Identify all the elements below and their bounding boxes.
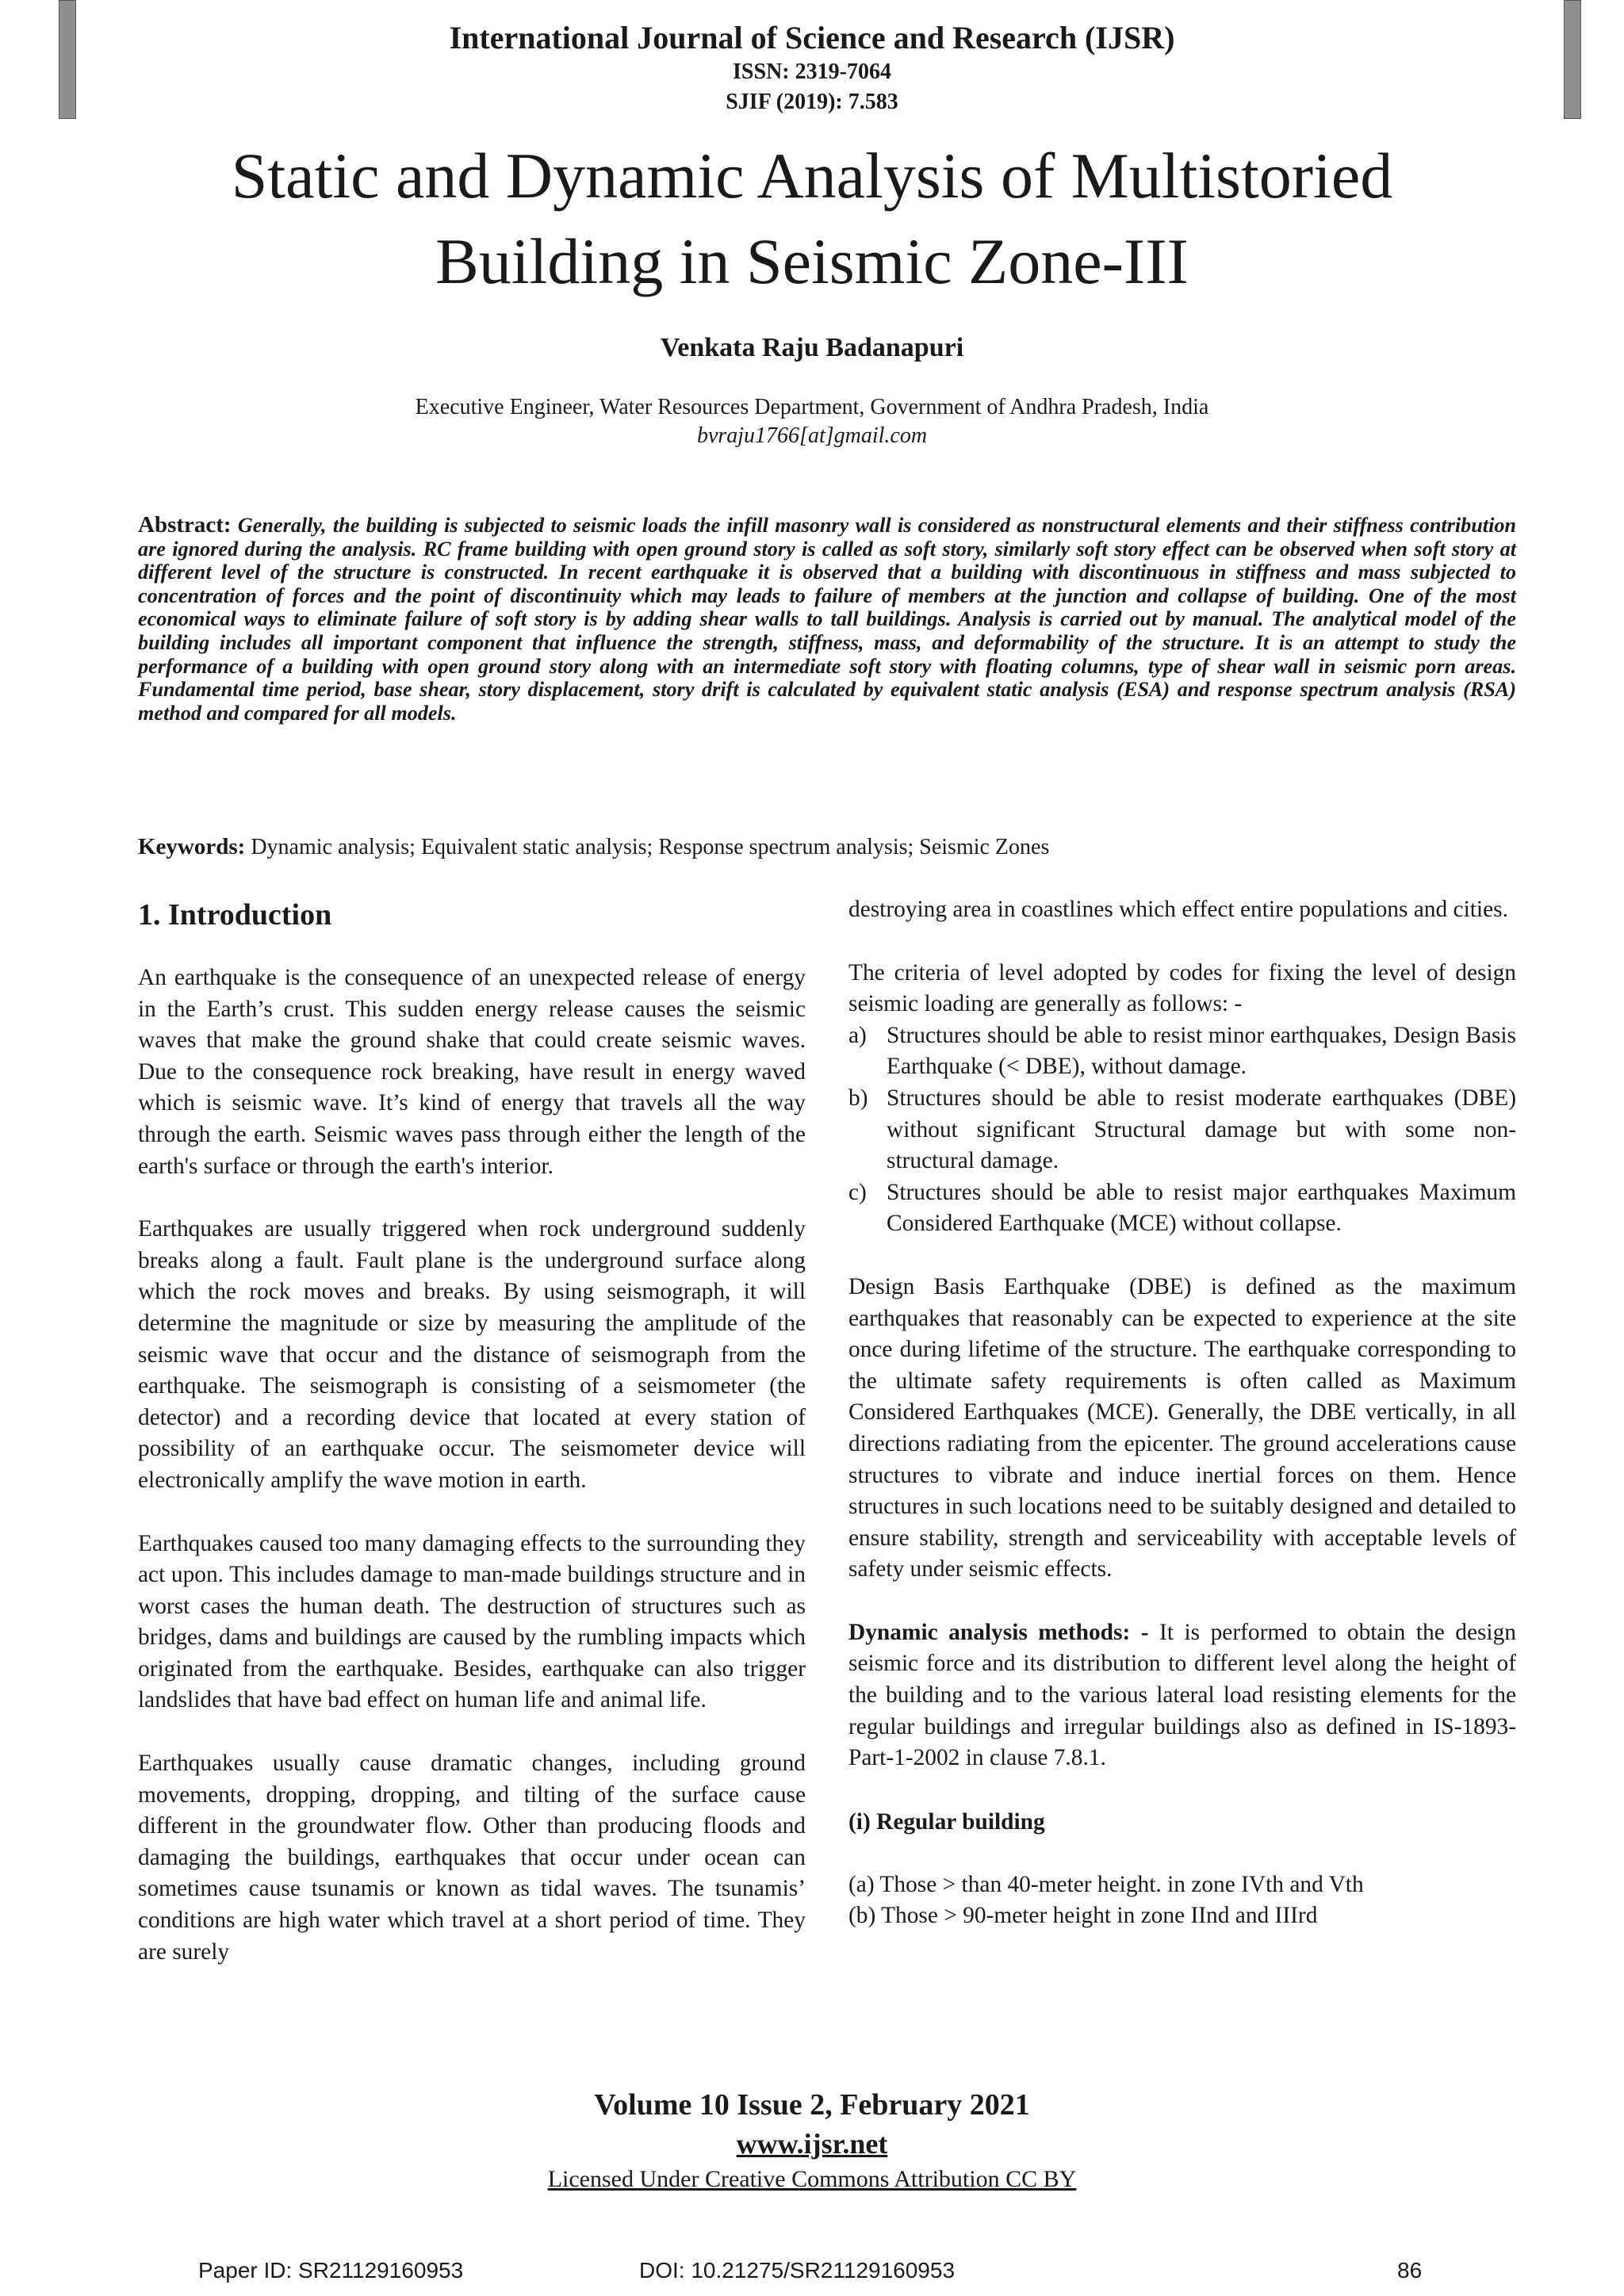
keywords-label: Keywords: bbox=[138, 834, 246, 859]
title-line-1: Static and Dynamic Analysis of Multistoried bbox=[231, 140, 1393, 212]
dynamic-analysis-paragraph bbox=[848, 1617, 1516, 1774]
regular-building-heading: (i) Regular building bbox=[848, 1808, 1045, 1835]
intro-paragraph-4-continued: destroying area in coastlines which effect entire populations and cities. bbox=[848, 897, 1508, 922]
list-item-text: Structures should be able to resist minor earthquakes, Design Basis Earthquake (< DBE), without damage. bbox=[887, 1022, 1516, 1080]
list-marker: b) bbox=[848, 1085, 868, 1111]
right-column bbox=[848, 894, 1516, 1932]
criteria-paragraph: The criteria of level adopted by codes for fixing the level of design seismic loading are generally as follows: - bbox=[848, 959, 1516, 1017]
criteria-list bbox=[848, 1020, 1516, 1240]
regular-building-item-b: (b) Those > 90-meter height in zone IInd and IIIrd bbox=[848, 1903, 1318, 1929]
footer-doi: DOI: 10.21275/SR21129160953 bbox=[639, 2258, 956, 2283]
dynamic-analysis-text: It is performed to obtain the design seismic force and its distribution to different level along the height of the building and to the various lateral load resisting elements for the regular buildings and irregular buildings also as defined in IS-1893-Part-1-2002 in clause 7.8.1. bbox=[848, 1619, 1516, 1771]
list-item-text: Structures should be able to resist major earthquakes Maximum Considered Earthquake (MCE) without collapse. bbox=[887, 1179, 1516, 1237]
title-line-2: Building in Seismic Zone-III bbox=[435, 225, 1189, 297]
left-column bbox=[138, 888, 806, 1999]
intro-paragraph-1: An earthquake is the consequence of an unexpected release of energy in the Earth’s crust. This sudden energy release causes the seismic waves that make the ground shake that could create seismic waves. Due to the consequence rock breaking, have result in energy waved which is seismic wave. It’s kind of energy that travels all the way through the earth. Seismic waves pass through either the length of the earth's surface or through the earth's interior. bbox=[138, 965, 806, 1179]
section-heading-introduction: 1. Introduction bbox=[138, 898, 332, 932]
author-affiliation: Executive Engineer, Water Resources Department, Government of Andhra Pradesh, India bbox=[415, 395, 1209, 419]
journal-header bbox=[0, 19, 1624, 117]
footer-volume: Volume 10 Issue 2, February 2021 bbox=[594, 2088, 1030, 2122]
journal-name: International Journal of Science and Research (IJSR) bbox=[449, 20, 1175, 55]
journal-issn: ISSN: 2319-7064 bbox=[733, 59, 891, 84]
author-email: bvraju1766[at]gmail.com bbox=[696, 423, 928, 448]
intro-paragraph-4: Earthquakes usually cause dramatic changes, including ground movements, dropping, dropping, and tilting of the surface cause different in the groundwater flow. Other than producing floods and damaging the buildings, earthquakes that occur under ocean can sometimes cause tsunamis or known as tidal waves. The tsunamis’ conditions are high water which travel at a short period of time. They are surely bbox=[138, 1751, 806, 1965]
dbe-paragraph: Design Basis Earthquake (DBE) is defined as the maximum earthquakes that reasonably can be expected to experience at the site once during lifetime of the structure. The earthquake corresponding to the ultimate safety requirements is often called as Maximum Considered Earthquakes (MCE). Generally, the DBE vertically, in all directions radiating from the epicenter. The ground accelerations cause structures to vibrate and induce inertial forces on them. Hence structures in such locations need to be suitably designed and detailed to ensure stability, strength and serviceability with acceptable levels of safety under seismic effects. bbox=[848, 1273, 1516, 1582]
list-item-text: Structures should be able to resist moderate earthquakes (DBE) without significant Structural damage but with some non- structural damage. bbox=[887, 1085, 1516, 1174]
list-marker: c) bbox=[848, 1179, 867, 1205]
author-affiliation-block bbox=[0, 393, 1624, 450]
paper-title bbox=[159, 133, 1465, 304]
intro-paragraph-3: Earthquakes caused too many damaging effects to the surrounding they act upon. This includes damage to man-made buildings structure and in worst cases the human death. The destruction of structures such as bridges, dams and buildings are caused by the rumbling impacts which originated from the earthquake. Besides, earthquake can also trigger landslides that have bad effect on human life and animal life. bbox=[138, 1530, 806, 1713]
list-item bbox=[848, 1177, 1516, 1240]
page-footer bbox=[0, 2085, 1624, 2196]
intro-paragraph-2: Earthquakes are usually triggered when rock underground suddenly breaks along a fault. Fault plane is the underground surface along which the rock moves and breaks. By using seismograph, it will determine the magnitude or size by measuring the amplitude of the seismic wave that occur and the distance of seismograph from the earthquake. The seismograph is consisting of a seismometer (the detector) and a recording device that located at every station of possibility of an earthquake occur. The seismometer device will electronically amplify the wave motion in earth. bbox=[138, 1216, 806, 1493]
keywords-text: Dynamic analysis; Equivalent static analysis; Response spectrum analysis; Seismic Zones bbox=[251, 835, 1050, 859]
keywords bbox=[138, 832, 1516, 862]
abstract-text: Generally, the building is subjected to seismic loads the infill masonry wall is considered as nonstructural elements and their stiffness contribution are ignored during the analysis. RC frame building with open ground story is called as soft story, similarly soft story effect can be observed when soft story at different level of the structure is constructed. In recent earthquake it is observed that a building with discontinuous in stiffness and mass subjected to concentration of forces and the point of discontinuity which may leads to failure of members at the junction and collapse of building. One of the most economical ways to eliminate failure of soft story is by adding shear walls to tall buildings. Analysis is carried out by manual. The analytical model of the building includes all important component that influence the strength, stiffness, mass, and deformability of the structure. It is an attempt to study the performance of a building with open ground story along with an intermediate soft story with floating columns, type of shear wall in seismic porn areas. Fundamental time period, base shear, story displacement, story drift is calculated by equivalent static analysis (ESA) and response spectrum analysis (RSA) method and compared for all models. bbox=[138, 514, 1517, 725]
regular-building-item-a: (a) Those > than 40-meter height. in zone IVth and Vth bbox=[848, 1871, 1364, 1897]
footer-license-link[interactable]: Licensed Under Creative Commons Attribution CC BY bbox=[547, 2166, 1077, 2192]
list-item bbox=[848, 1020, 1516, 1083]
abstract-label: Abstract: bbox=[138, 512, 232, 538]
footer-website-link[interactable]: www.ijsr.net bbox=[736, 2128, 888, 2160]
abstract bbox=[138, 514, 1516, 725]
list-item bbox=[848, 1083, 1516, 1177]
footer-page-number: 86 bbox=[1397, 2258, 1423, 2283]
author-name: Venkata Raju Badanapuri bbox=[660, 333, 964, 362]
footer-paper-id: Paper ID: SR21129160953 bbox=[198, 2258, 464, 2283]
journal-sjif: SJIF (2019): 7.583 bbox=[726, 90, 898, 114]
dynamic-analysis-label: Dynamic analysis methods: - bbox=[848, 1619, 1149, 1645]
list-marker: a) bbox=[848, 1022, 867, 1048]
